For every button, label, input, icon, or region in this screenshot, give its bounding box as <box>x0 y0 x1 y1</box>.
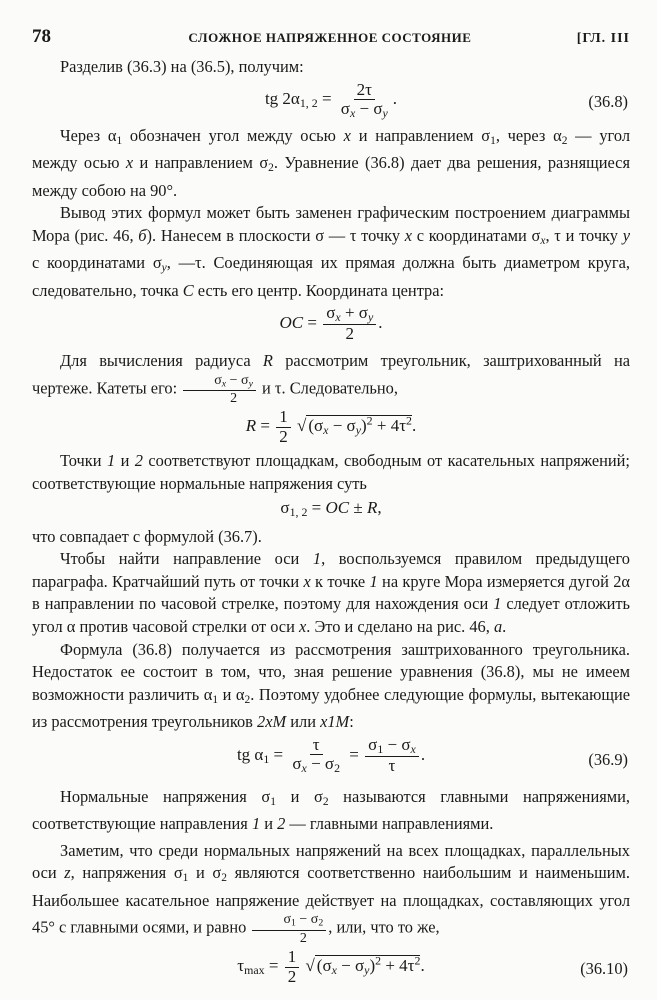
equation-number-36-10: (36.10) <box>580 959 628 979</box>
equation-oc <box>32 304 630 348</box>
equation-36-10-body: $\tau_{max}$ = $\frac{1}{2}$ √ $(\sigma_x - \sigma_y)^2 + 4\tau^2$. <box>237 947 425 986</box>
equation-36-10 <box>32 948 630 990</box>
paragraph-4: Для вычисления радиуса R рассмотрим треугольник, заштрихованный на чертеже. Катеты его: $\frac{\sigma_x - \sigma_y}{2}$ и τ. Следовательно, <box>32 351 630 406</box>
page-number: 78 <box>32 26 51 47</box>
paragraph-1: Разделив (36.3) на (36.5), получим: <box>60 57 304 76</box>
equation-36-9-body: tg $\alpha_1$ = $\frac{\tau}{\sigma_x - \sigma_2}$ = $\frac{\sigma_1 - \sigma_x}{\tau}$ . <box>236 734 426 776</box>
equation-36-9 <box>32 736 630 784</box>
equation-36-8 <box>32 81 630 123</box>
book-page <box>32 26 630 992</box>
equation-number-36-9: (36.9) <box>588 749 628 769</box>
paragraph-10: Заметим, что среди нормальных напряжений на всех площадках, параллельных оси z, напряжения $\sigma_1$ и $\sigma_2$ являются соответственно наибольшим и наименьшим. Наибольшее касательное напряжение действует на площадках, составляющих угол 45° с главными осями, и равно $\frac{\sigma_1 - \sigma_2}{2}$ , или, что то же, <box>32 840 630 946</box>
running-header <box>32 26 630 56</box>
paragraph-5: Точки 1 и 2 соответствуют площадкам, свободным от касательных напряжений; соответствующие нормальные напряжения суть <box>32 451 630 493</box>
equation-sigma12-body: $\sigma_{1, 2}$ = OC ± R, <box>280 497 382 519</box>
paragraph-2: Через $\alpha_1$ обозначен угол между осью x и направлением $\sigma_1$, через $\alpha_2$ — угол между осью x и направлением $\sigma_2$. Уравнение (36.8) дает два решения, разнящиеся между собою на 90°. <box>32 125 631 200</box>
paragraph-9: Нормальные напряжения $\sigma_1$ и $\sigma_2$ называются главными напряжениями, соответствующие направления 1 и 2 — главными направлениями. <box>32 786 630 834</box>
equation-radius-body: R = $\frac{1}{2}$ √ $(\sigma_x - \sigma_y)^2 + 4\tau^2$. <box>245 407 417 447</box>
paragraph-3: Вывод этих формул может быть заменен графическим построением диаграммы Мора (рис. 46, б). Нанесем в плоскости σ — τ точку x с координатами $\sigma_x$, τ и точку y с координатами $\sigma_y$, —τ. Соединяющая их прямая должна быть диаметром круга, следовательно, точка C есть его центр. Координата центра: <box>32 203 630 300</box>
equation-36-8-body: tg $2\alpha_{1, 2}$ = $\frac{2\tau}{\sigma_x - \sigma_y}$ . <box>264 79 398 121</box>
paragraph-6: что совпадает с формулой (36.7). <box>32 526 262 546</box>
paragraph-7: Чтобы найти направление оси 1, воспользуемся правилом предыдущего параграфа. Кратчайший путь от точки x к точке 1 на круге Мора измеряется дугой 2α в направлении по часовой стрелке, поэтому для нахождения оси 1 следует отложить угол α против часовой стрелки от оси x. Это и сделано на рис. 46, а. <box>32 549 630 636</box>
paragraph-8: Формула (36.8) получается из рассмотрения заштрихованного треугольника. Недостаток ее состоит в том, что, зная решение уравнения (36.8), мы не имеем возможности различить $\alpha_1$ и $\alpha_2$. Поэтому удобнее следующие формулы, вытекающие из рассмотрения треугольников 2xM или x1M: <box>32 639 630 732</box>
equation-sigma12 <box>32 498 630 524</box>
running-title: СЛОЖНОЕ НАПРЯЖЕННОЕ СОСТОЯНИЕ <box>188 30 472 45</box>
equation-radius <box>32 408 630 448</box>
equation-number-36-8: (36.8) <box>588 91 628 111</box>
equation-oc-body: OC = $\frac{\sigma_x + \sigma_y}{2}$ . <box>279 303 383 344</box>
chapter-label: [ГЛ. III <box>576 31 630 46</box>
